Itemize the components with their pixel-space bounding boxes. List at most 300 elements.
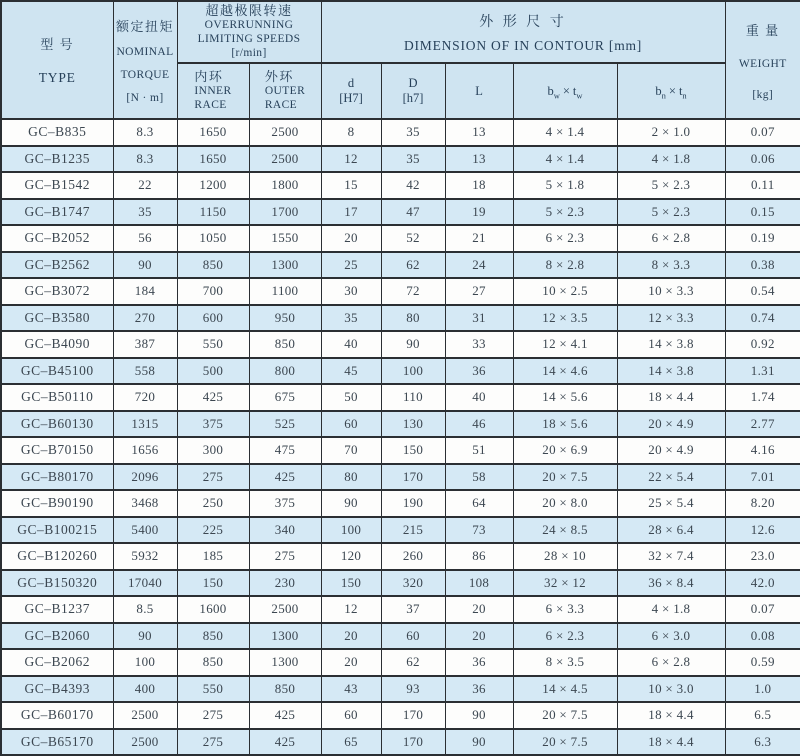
cell-type: GC–B70150 [1,437,113,464]
cell-outer-race-speed: 375 [249,490,321,517]
cell-D: 93 [381,676,445,703]
cell-outer-race-speed: 230 [249,570,321,597]
cell-bn-tn: 20 × 4.9 [617,437,725,464]
cell-L: 13 [445,146,513,173]
cell-D: 35 [381,119,445,146]
cell-bw-tw: 14 × 4.5 [513,676,617,703]
cell-bn-tn: 32 × 7.4 [617,543,725,570]
cell-outer-race-speed: 425 [249,702,321,729]
cell-outer-race-speed: 425 [249,729,321,756]
table-body [1,119,800,755]
outer-race-en1: OUTER [264,85,306,97]
cell-bn-tn: 18 × 4.4 [617,384,725,411]
cell-D: 62 [381,649,445,676]
cell-bw-tw: 12 × 4.1 [513,331,617,358]
header-row-top [1,1,800,63]
cell-bw-tw: 8 × 2.8 [513,252,617,279]
table-row [1,596,800,623]
cell-D: 130 [381,411,445,438]
cell-outer-race-speed: 2500 [249,146,321,173]
cell-d: 70 [321,437,381,464]
table-row [1,305,800,332]
cell-outer-race-speed: 275 [249,543,321,570]
cell-type: GC–B3072 [1,278,113,305]
cell-weight: 0.19 [725,225,800,252]
cell-torque: 8.5 [113,596,177,623]
table-row [1,199,800,226]
cell-weight: 0.06 [725,146,800,173]
cell-outer-race-speed: 800 [249,358,321,385]
cell-d: 12 [321,596,381,623]
cell-bw-tw: 20 × 7.5 [513,702,617,729]
cell-weight: 1.31 [725,358,800,385]
cell-L: 86 [445,543,513,570]
cell-outer-race-speed: 2500 [249,119,321,146]
cell-bw-tw: 28 × 10 [513,543,617,570]
cell-torque: 184 [113,278,177,305]
inner-race-en1: INNER [194,85,232,97]
cell-d: 150 [321,570,381,597]
cell-inner-race-speed: 275 [177,702,249,729]
cell-L: 36 [445,676,513,703]
table-row [1,225,800,252]
cell-type: GC–B1237 [1,596,113,623]
table-row [1,411,800,438]
cell-d: 80 [321,464,381,491]
table-row [1,623,800,650]
cell-weight: 0.38 [725,252,800,279]
col-header-outer-race [249,63,321,119]
weight-header-en: WEIGHT [738,57,787,70]
cell-inner-race-speed: 550 [177,676,249,703]
cell-torque: 8.3 [113,119,177,146]
cell-bn-tn: 10 × 3.3 [617,278,725,305]
cell-bn-tn: 5 × 2.3 [617,199,725,226]
cell-outer-race-speed: 2500 [249,596,321,623]
cell-bn-tn: 4 × 1.8 [617,596,725,623]
cell-weight: 7.01 [725,464,800,491]
cell-L: 33 [445,331,513,358]
cell-d: 15 [321,172,381,199]
table-row [1,702,800,729]
cell-weight: 0.92 [725,331,800,358]
cell-D: 170 [381,702,445,729]
cell-outer-race-speed: 1100 [249,278,321,305]
cell-D: 47 [381,199,445,226]
torque-header-en1: NOMINAL [116,46,174,58]
cell-L: 90 [445,729,513,756]
cell-D: 80 [381,305,445,332]
cell-bn-tn: 18 × 4.4 [617,729,725,756]
type-header-zh: 型 号 [40,37,75,52]
D-header-symbol: D [408,76,418,90]
cell-bn-tn: 28 × 6.4 [617,517,725,544]
cell-L: 73 [445,517,513,544]
cell-outer-race-speed: 1800 [249,172,321,199]
dimension-header-en: DIMENSION OF IN CONTOUR [mm] [403,37,643,53]
cell-bw-tw: 6 × 3.3 [513,596,617,623]
cell-bw-tw: 4 × 1.4 [513,119,617,146]
speeds-header-zh: 超越极限转速 [205,3,293,18]
table-row [1,331,800,358]
cell-torque: 1315 [113,411,177,438]
cell-weight: 12.6 [725,517,800,544]
cell-torque: 100 [113,649,177,676]
cell-D: 170 [381,729,445,756]
cell-d: 25 [321,252,381,279]
cell-torque: 35 [113,199,177,226]
cell-outer-race-speed: 675 [249,384,321,411]
cell-bw-tw: 14 × 5.6 [513,384,617,411]
col-header-inner-race [177,63,249,119]
cell-type: GC–B2052 [1,225,113,252]
cell-L: 58 [445,464,513,491]
cell-bn-tn: 14 × 3.8 [617,331,725,358]
cell-weight: 0.15 [725,199,800,226]
cell-type: GC–B100215 [1,517,113,544]
cell-torque: 558 [113,358,177,385]
cell-inner-race-speed: 1650 [177,119,249,146]
cell-inner-race-speed: 425 [177,384,249,411]
cell-type: GC–B65170 [1,729,113,756]
table-header [1,1,800,119]
cell-bw-tw: 6 × 2.3 [513,225,617,252]
cell-d: 40 [321,331,381,358]
speeds-header-en2: LIMITING SPEEDS [197,33,301,45]
cell-bn-tn: 25 × 5.4 [617,490,725,517]
table-row [1,490,800,517]
inner-race-en2: RACE [194,99,227,111]
cell-torque: 2500 [113,702,177,729]
cell-bn-tn: 14 × 3.8 [617,358,725,385]
cell-torque: 5400 [113,517,177,544]
cell-type: GC–B45100 [1,358,113,385]
cell-L: 24 [445,252,513,279]
cell-d: 35 [321,305,381,332]
cell-weight: 0.07 [725,119,800,146]
cell-torque: 1656 [113,437,177,464]
weight-header-zh: 重 量 [745,22,780,38]
cell-type: GC–B1747 [1,199,113,226]
table-row [1,172,800,199]
cell-inner-race-speed: 375 [177,411,249,438]
cell-torque: 22 [113,172,177,199]
cell-bn-tn: 8 × 3.3 [617,252,725,279]
cell-torque: 56 [113,225,177,252]
cell-D: 60 [381,623,445,650]
table-row [1,517,800,544]
dimension-header-zh: 外 形 尺 寸 [479,14,567,30]
cell-weight: 0.59 [725,649,800,676]
cell-inner-race-speed: 225 [177,517,249,544]
cell-bw-tw: 20 × 7.5 [513,464,617,491]
cell-d: 45 [321,358,381,385]
cell-weight: 2.77 [725,411,800,438]
torque-header-zh: 额定扭矩 [115,19,174,34]
cell-L: 31 [445,305,513,332]
cell-outer-race-speed: 1700 [249,199,321,226]
cell-L: 108 [445,570,513,597]
cell-D: 215 [381,517,445,544]
cell-d: 100 [321,517,381,544]
cell-outer-race-speed: 1300 [249,623,321,650]
cell-L: 13 [445,119,513,146]
cell-type: GC–B1542 [1,172,113,199]
cell-bw-tw: 12 × 3.5 [513,305,617,332]
cell-inner-race-speed: 185 [177,543,249,570]
cell-d: 120 [321,543,381,570]
cell-inner-race-speed: 550 [177,331,249,358]
cell-L: 64 [445,490,513,517]
cell-bn-tn: 6 × 3.0 [617,623,725,650]
cell-L: 21 [445,225,513,252]
col-header-D [381,63,445,119]
cell-type: GC–B1235 [1,146,113,173]
cell-bw-tw: 10 × 2.5 [513,278,617,305]
cell-torque: 8.3 [113,146,177,173]
torque-header-en2: TORQUE [120,69,170,81]
cell-type: GC–B60170 [1,702,113,729]
cell-D: 170 [381,464,445,491]
outer-race-en2: RACE [264,99,298,111]
cell-inner-race-speed: 850 [177,649,249,676]
cell-d: 12 [321,146,381,173]
cell-L: 46 [445,411,513,438]
cell-bw-tw: 5 × 2.3 [513,199,617,226]
table-row [1,649,800,676]
type-header-en: TYPE [38,70,76,85]
cell-L: 27 [445,278,513,305]
cell-outer-race-speed: 1550 [249,225,321,252]
torque-header-unit: [N · m] [126,92,164,104]
table-row [1,543,800,570]
cell-bw-tw: 5 × 1.8 [513,172,617,199]
cell-d: 20 [321,225,381,252]
cell-weight: 1.0 [725,676,800,703]
cell-type: GC–B4393 [1,676,113,703]
cell-L: 36 [445,358,513,385]
cell-weight: 0.11 [725,172,800,199]
cell-bw-tw: 6 × 2.3 [513,623,617,650]
cell-outer-race-speed: 475 [249,437,321,464]
cell-inner-race-speed: 1150 [177,199,249,226]
cell-outer-race-speed: 1300 [249,649,321,676]
cell-bn-tn: 36 × 8.4 [617,570,725,597]
table-row [1,570,800,597]
cell-bw-tw: 18 × 5.6 [513,411,617,438]
cell-weight: 6.3 [725,729,800,756]
cell-torque: 5932 [113,543,177,570]
cell-bw-tw: 20 × 8.0 [513,490,617,517]
cell-bn-tn: 12 × 3.3 [617,305,725,332]
cell-D: 37 [381,596,445,623]
cell-d: 20 [321,649,381,676]
cell-bn-tn: 10 × 3.0 [617,676,725,703]
table-row [1,252,800,279]
bn-tn-label: $b_n \times t_n$ [655,83,687,101]
cell-type: GC–B2060 [1,623,113,650]
cell-D: 90 [381,331,445,358]
cell-inner-race-speed: 500 [177,358,249,385]
cell-outer-race-speed: 340 [249,517,321,544]
cell-torque: 387 [113,331,177,358]
cell-D: 35 [381,146,445,173]
cell-d: 60 [321,702,381,729]
cell-d: 30 [321,278,381,305]
cell-D: 150 [381,437,445,464]
cell-torque: 720 [113,384,177,411]
table-row [1,729,800,756]
cell-outer-race-speed: 850 [249,676,321,703]
cell-L: 40 [445,384,513,411]
col-header-bw-tw [513,63,617,119]
cell-inner-race-speed: 600 [177,305,249,332]
cell-d: 8 [321,119,381,146]
cell-bn-tn: 20 × 4.9 [617,411,725,438]
cell-inner-race-speed: 150 [177,570,249,597]
table-row [1,464,800,491]
col-header-d [321,63,381,119]
col-header-type [1,1,113,119]
table-row [1,384,800,411]
bw-tw-label: $b_w \times t_w$ [547,83,583,101]
L-header-symbol: L [475,84,483,98]
cell-weight: 42.0 [725,570,800,597]
cell-bn-tn: 6 × 2.8 [617,225,725,252]
cell-torque: 90 [113,252,177,279]
cell-bn-tn: 18 × 4.4 [617,702,725,729]
cell-outer-race-speed: 850 [249,331,321,358]
cell-inner-race-speed: 700 [177,278,249,305]
weight-header-unit: [kg] [752,88,774,101]
cell-outer-race-speed: 950 [249,305,321,332]
cell-type: GC–B90190 [1,490,113,517]
cell-weight: 0.07 [725,596,800,623]
cell-d: 43 [321,676,381,703]
cell-inner-race-speed: 1050 [177,225,249,252]
cell-weight: 0.08 [725,623,800,650]
D-header-tolerance: [h7] [402,91,424,105]
cell-L: 18 [445,172,513,199]
speeds-header-en1: OVERRUNNING [204,19,294,31]
cell-inner-race-speed: 1200 [177,172,249,199]
cell-bw-tw: 8 × 3.5 [513,649,617,676]
cell-outer-race-speed: 525 [249,411,321,438]
d-header-symbol: d [347,76,355,90]
cell-bn-tn: 2 × 1.0 [617,119,725,146]
cell-d: 60 [321,411,381,438]
cell-bn-tn: 22 × 5.4 [617,464,725,491]
outer-race-zh: 外环 [264,69,294,84]
cell-type: GC–B2062 [1,649,113,676]
cell-type: GC–B150320 [1,570,113,597]
table-row [1,437,800,464]
cell-D: 260 [381,543,445,570]
table-row [1,358,800,385]
cell-torque: 400 [113,676,177,703]
cell-D: 320 [381,570,445,597]
cell-bn-tn: 4 × 1.8 [617,146,725,173]
cell-outer-race-speed: 1300 [249,252,321,279]
cell-outer-race-speed: 425 [249,464,321,491]
cell-type: GC–B4090 [1,331,113,358]
cell-torque: 2096 [113,464,177,491]
cell-type: GC–B120260 [1,543,113,570]
cell-D: 110 [381,384,445,411]
d-header-tolerance: [H7] [339,91,363,105]
cell-D: 72 [381,278,445,305]
cell-L: 20 [445,623,513,650]
cell-torque: 3468 [113,490,177,517]
table-row [1,676,800,703]
cell-weight: 4.16 [725,437,800,464]
cell-inner-race-speed: 1600 [177,596,249,623]
col-header-weight [725,1,800,119]
cell-bw-tw: 32 × 12 [513,570,617,597]
cell-D: 52 [381,225,445,252]
cell-inner-race-speed: 850 [177,623,249,650]
cell-L: 19 [445,199,513,226]
cell-torque: 90 [113,623,177,650]
cell-d: 90 [321,490,381,517]
cell-inner-race-speed: 250 [177,490,249,517]
col-header-L [445,63,513,119]
cell-torque: 17040 [113,570,177,597]
cell-d: 65 [321,729,381,756]
col-header-dimension [321,1,725,63]
cell-D: 62 [381,252,445,279]
cell-L: 90 [445,702,513,729]
cell-type: GC–B2562 [1,252,113,279]
cell-type: GC–B50110 [1,384,113,411]
cell-type: GC–B3580 [1,305,113,332]
cell-d: 50 [321,384,381,411]
cell-bw-tw: 4 × 1.4 [513,146,617,173]
inner-race-zh: 内环 [194,69,224,84]
cell-torque: 270 [113,305,177,332]
cell-bw-tw: 14 × 4.6 [513,358,617,385]
cell-inner-race-speed: 1650 [177,146,249,173]
cell-torque: 2500 [113,729,177,756]
cell-weight: 6.5 [725,702,800,729]
cell-weight: 0.74 [725,305,800,332]
cell-weight: 8.20 [725,490,800,517]
col-header-speeds [177,1,321,63]
cell-bn-tn: 5 × 2.3 [617,172,725,199]
table-row [1,119,800,146]
col-header-torque [113,1,177,119]
cell-d: 17 [321,199,381,226]
table-row [1,146,800,173]
cell-weight: 1.74 [725,384,800,411]
cell-L: 20 [445,596,513,623]
cell-inner-race-speed: 300 [177,437,249,464]
cell-inner-race-speed: 275 [177,729,249,756]
cell-D: 190 [381,490,445,517]
cell-inner-race-speed: 850 [177,252,249,279]
cell-bn-tn: 6 × 2.8 [617,649,725,676]
cell-D: 100 [381,358,445,385]
cell-type: GC–B835 [1,119,113,146]
cell-bw-tw: 24 × 8.5 [513,517,617,544]
speeds-header-unit: [r/min] [231,47,267,59]
cell-inner-race-speed: 275 [177,464,249,491]
cell-D: 42 [381,172,445,199]
table-row [1,278,800,305]
cell-weight: 23.0 [725,543,800,570]
cell-weight: 0.54 [725,278,800,305]
col-header-bn-tn [617,63,725,119]
